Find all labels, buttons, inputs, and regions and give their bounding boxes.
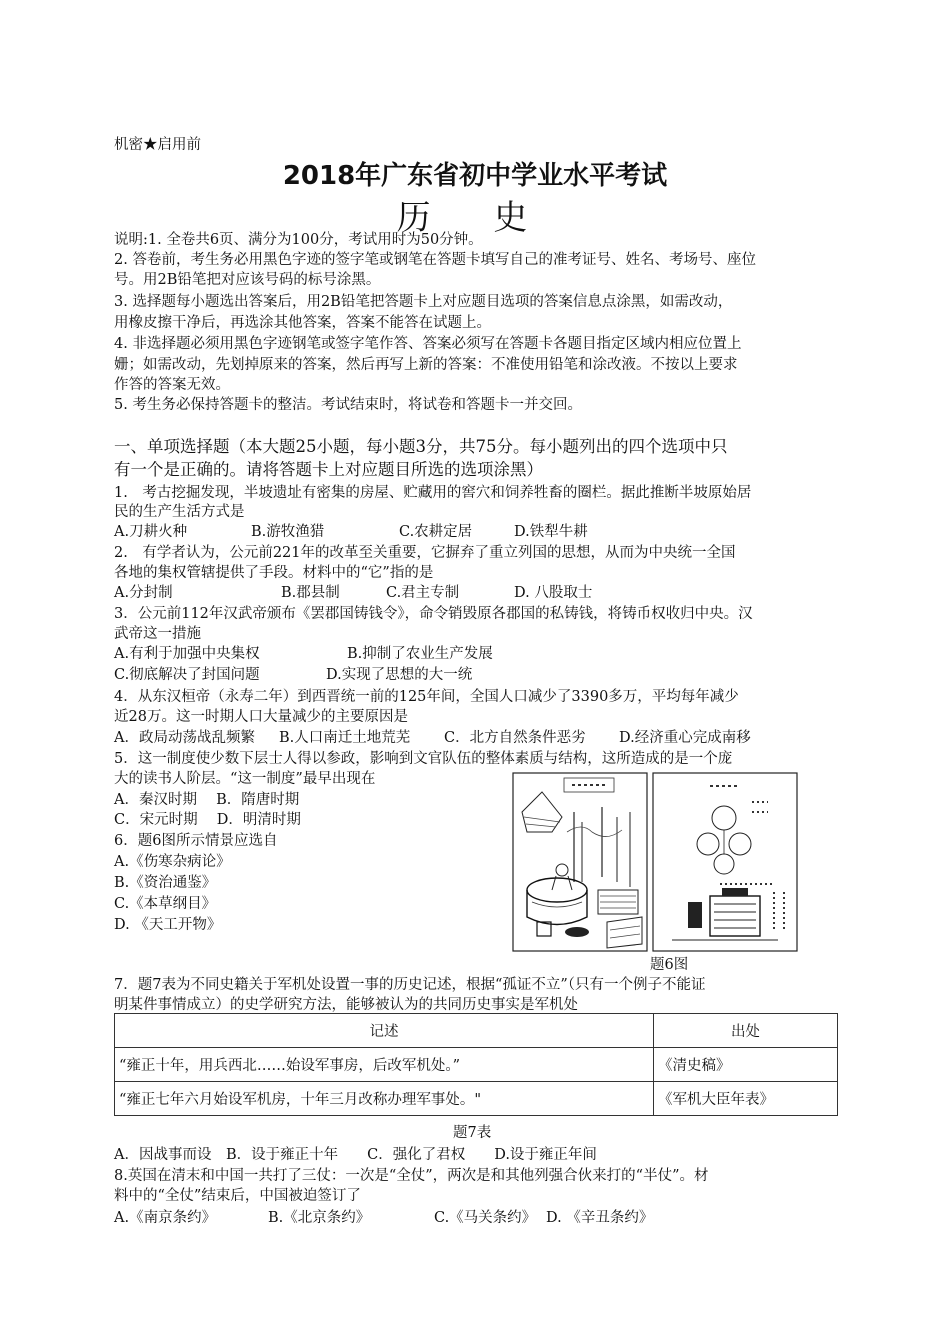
table-cell: “雍正十年，用兵西北……始设军事房，后改军机处。” <box>115 1048 654 1082</box>
table-row <box>115 1082 838 1116</box>
instruction-line: 5. 考生务必保持答题卡的整洁。考试结束时，将试卷和答题卡一并交回。 <box>114 397 582 413</box>
q3-option-c: C.彻底解决了封国问题 <box>114 667 260 683</box>
q6-option-c: C.《本草纲目》 <box>114 896 217 912</box>
exam-title: 2018年广东省初中学业水平考试 <box>282 161 668 191</box>
instruction-line: 3. 选择题每小题选出答案后，用2B铅笔把答题卡上对应题目选项的答案信息点涂黑，如需改动， <box>114 294 733 310</box>
instruction-line: 作答的答案无效。 <box>114 377 230 393</box>
table-header-cell: 记述 <box>115 1014 654 1048</box>
q4-option-d: D.经济重心完成南移 <box>619 730 751 746</box>
q8-option-d: D. 《辛丑条约》 <box>546 1210 654 1226</box>
instruction-line: 2. 答卷前，考生务必用黑色字迹的签字笔或钢笔在答题卡填写自己的准考证号、姓名、考场号、座位 <box>114 252 756 268</box>
q3-option-d: D.实现了思想的大一统 <box>326 667 473 683</box>
q7-options: A．因战事而设 B．设于雍正十年 C．强化了君权 D.设于雍正年间 <box>114 1147 597 1163</box>
table-cell: 《清史稿》 <box>654 1048 838 1082</box>
q4-stem: 近28万。这一时期人口大量减少的主要原因是 <box>114 709 408 725</box>
q6-option-d: D. 《天工开物》 <box>114 917 222 933</box>
table-cell: “雍正七年六月始设军机房，十年三月改称办理军事处。" <box>115 1082 654 1116</box>
q4-option-a: A．政局动荡战乱频繁 <box>114 730 255 746</box>
figure-6-caption: 题6图 <box>650 957 689 973</box>
q5-options-ab: A．秦汉时期 B．隋唐时期 <box>114 792 300 808</box>
q2-stem: 各地的集权管辖提供了手段。材料中的“它”指的是 <box>114 565 434 581</box>
q1-option-d: D.铁犁牛耕 <box>514 524 588 540</box>
table-header-row <box>115 1014 838 1048</box>
q7-table <box>114 1013 838 1116</box>
q7-stem: 明某件事情成立）的史学研究方法，能够被认为的共同历史事实是军机处 <box>114 997 578 1013</box>
q3-stem: 3．公元前112年汉武帝颁布《罢郡国铸钱令》，命令销毁原各郡国的私铸钱，将铸币权收归中央。汉 <box>114 606 753 622</box>
instruction-line: 姗；如需改动，先划掉原来的答案，然后再写上新的答案：不准使用铅笔和涂改液。不按以上要求 <box>114 357 738 373</box>
q3-stem: 武帝这一措施 <box>114 626 201 642</box>
q6-option-b: B.《资治通鉴》 <box>114 875 217 891</box>
q2-option-d: D. 八股取士 <box>514 585 593 601</box>
instruction-line: 4. 非选择题必须用黑色字迹钢笔或签字笔作答、答案必须写在答题卡各题目指定区域内相应位置上 <box>114 336 742 352</box>
q8-stem: 料中的“全仗”结束后，中国被迫签订了 <box>114 1188 361 1204</box>
instruction-line: 说明:1. 全卷共6页、满分为100分，考试用时为50分钟。 <box>114 232 483 248</box>
q5-options-cd: C．宋元时期 D．明清时期 <box>114 812 301 828</box>
q7-stem: 7．题7表为不同史籍关于军机处设置一事的历史记述，根据“孤证不立”（只有一个例子不能证 <box>114 977 706 993</box>
instruction-line: 号。用2B铅笔把对应该号码的标号涂黑。 <box>114 272 381 288</box>
q1-option-a: A.刀耕火种 <box>114 524 188 540</box>
q3-option-a: A.有利于加强中央集权 <box>114 646 260 662</box>
q5-stem: 大的读书人阶层。“这一制度”最早出现在 <box>114 771 376 787</box>
q2-option-b: B.郡县制 <box>281 585 340 601</box>
q1-stem: 民的生产生活方式是 <box>114 504 245 520</box>
section-heading: 一、单项选择题（本大题25小题，每小题3分，共75分。每小题列出的四个选项中只 <box>114 437 728 456</box>
q4-option-b: B.人口南迁土地荒芜 <box>279 730 411 746</box>
subject-title: 历 史 <box>396 198 554 238</box>
q1-option-b: B.游牧渔猎 <box>251 524 325 540</box>
q1-stem: 1. 考古挖掘发现，半坡遗址有密集的房屋、贮藏用的窖穴和饲养牲畜的圈栏。据此推断半坡原始居 <box>114 485 752 501</box>
figure-6-left-image <box>512 772 648 952</box>
q2-option-a: A.分封制 <box>114 585 173 601</box>
table-cell: 《军机大臣年表》 <box>654 1082 838 1116</box>
q2-stem: 2. 有学者认为，公元前221年的改革至关重要，它摒弃了重立列国的思想，从而为中央统一全国 <box>114 545 736 561</box>
q6-stem: 6．题6图所示情景应选自 <box>114 833 278 849</box>
figure-6-right-image <box>652 772 798 952</box>
q8-stem: 8.英国在清末和中国一共打了三仗：一次是“全仗”，两次是和其他列强合伙来打的“半仗”。材 <box>114 1168 709 1184</box>
q8-option-a: A.《南京条约》 <box>114 1210 217 1226</box>
q4-option-c: C．北方自然条件恶劣 <box>444 730 586 746</box>
q2-option-c: C.君主专制 <box>386 585 460 601</box>
q5-stem: 5．这一制度使少数下层士人得以参政，影响到文官队伍的整体素质与结构，这所造成的是一个庞 <box>114 751 733 767</box>
table-7-caption: 题7表 <box>453 1125 492 1141</box>
table-row <box>115 1048 838 1082</box>
q4-stem: 4．从东汉桓帝（永寿二年）到西晋统一前的125年间，全国人口减少了3390多万，平均每年减少 <box>114 689 739 705</box>
q1-option-c: C.农耕定居 <box>399 524 473 540</box>
q6-option-a: A.《伤寒杂病论》 <box>114 854 231 870</box>
instruction-line: 用橡皮擦干净后，再选涂其他答案，答案不能答在试题上。 <box>114 315 491 331</box>
table-header-cell: 出处 <box>654 1014 838 1048</box>
confidential-label: 机密★启用前 <box>114 137 201 153</box>
q8-option-c: C.《马关条约》 <box>434 1210 537 1226</box>
q3-option-b: B.抑制了农业生产发展 <box>347 646 493 662</box>
q8-option-b: B.《北京条约》 <box>268 1210 371 1226</box>
section-heading: 有一个是正确的。请将答题卡上对应题目所选的选项涂黑） <box>114 460 543 479</box>
